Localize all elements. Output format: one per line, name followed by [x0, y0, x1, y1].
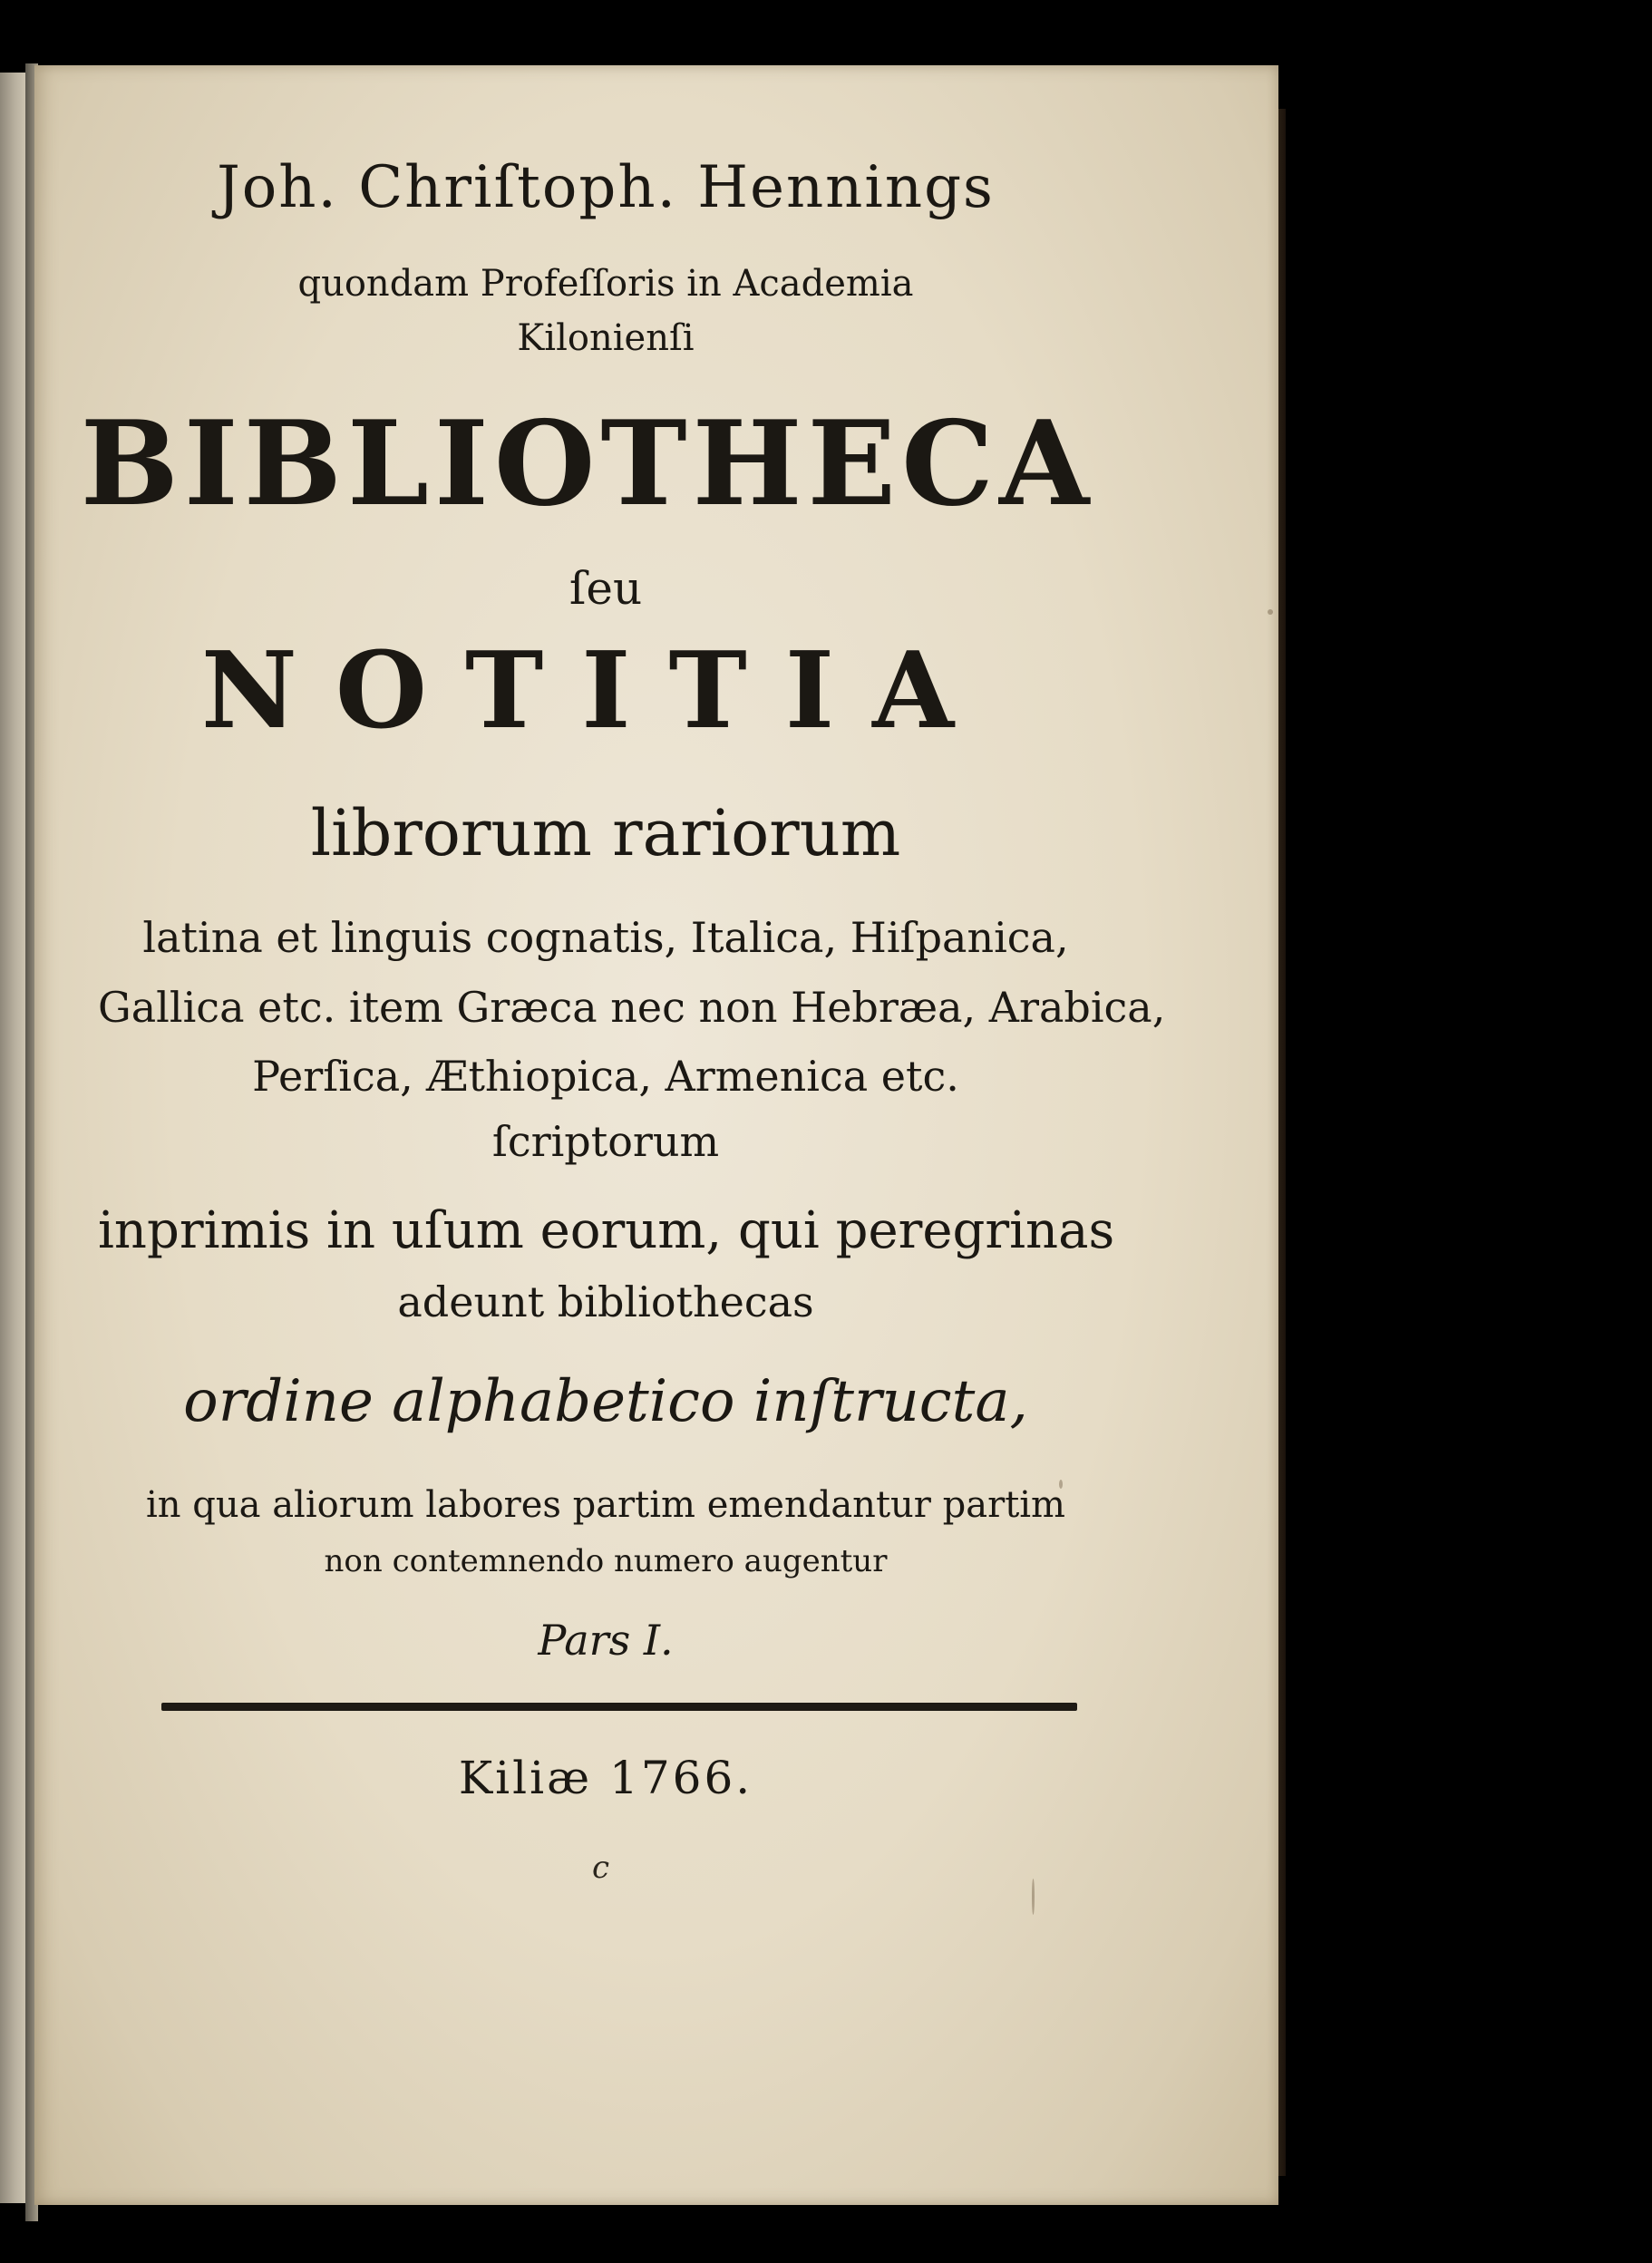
author-affiliation: quondam Profeſſoris in Academia: [297, 263, 914, 305]
title-connector: ſeu: [568, 562, 643, 615]
author-name: Joh. Chriſtoph. Hennings: [217, 154, 995, 221]
arrangement-line: ordine alphabetico inſtructa,: [183, 1368, 1028, 1435]
purpose-line: inprimis in uſum eorum, qui peregrinas: [98, 1201, 1115, 1260]
previous-leaf-edge: [0, 73, 27, 2203]
languages-line: Gallica etc. item Græca nec non Hebræa, Arabica,: [98, 983, 1166, 1032]
purpose-line: adeunt bibliothecas: [397, 1277, 814, 1326]
scriptorum-line: ſcriptorum: [491, 1117, 720, 1166]
languages-line: Perſica, Æthiopica, Armenica etc.: [252, 1052, 959, 1101]
title-page: [34, 65, 1278, 2205]
horizontal-rule: [161, 1703, 1077, 1711]
handwritten-mark: c: [592, 1850, 610, 1886]
paper-speck: [1268, 609, 1273, 615]
imprint: Kiliæ 1766.: [458, 1752, 753, 1804]
languages-line: latina et linguis cognatis, Italica, Hiſpanica,: [142, 913, 1069, 962]
second-title: NOTITIA: [200, 629, 993, 753]
main-title: BIBLIOTHECA: [80, 396, 1095, 532]
note-line: non contemnendo numero augentur: [324, 1543, 888, 1579]
author-affiliation-place: Kilonienſi: [517, 317, 695, 359]
title-page-text: [80, 65, 1166, 2205]
note-line: in qua aliorum labores partim emendantur partim: [146, 1484, 1065, 1526]
part-number: Pars I.: [538, 1616, 674, 1665]
subtitle: librorum rariorum: [310, 796, 901, 870]
